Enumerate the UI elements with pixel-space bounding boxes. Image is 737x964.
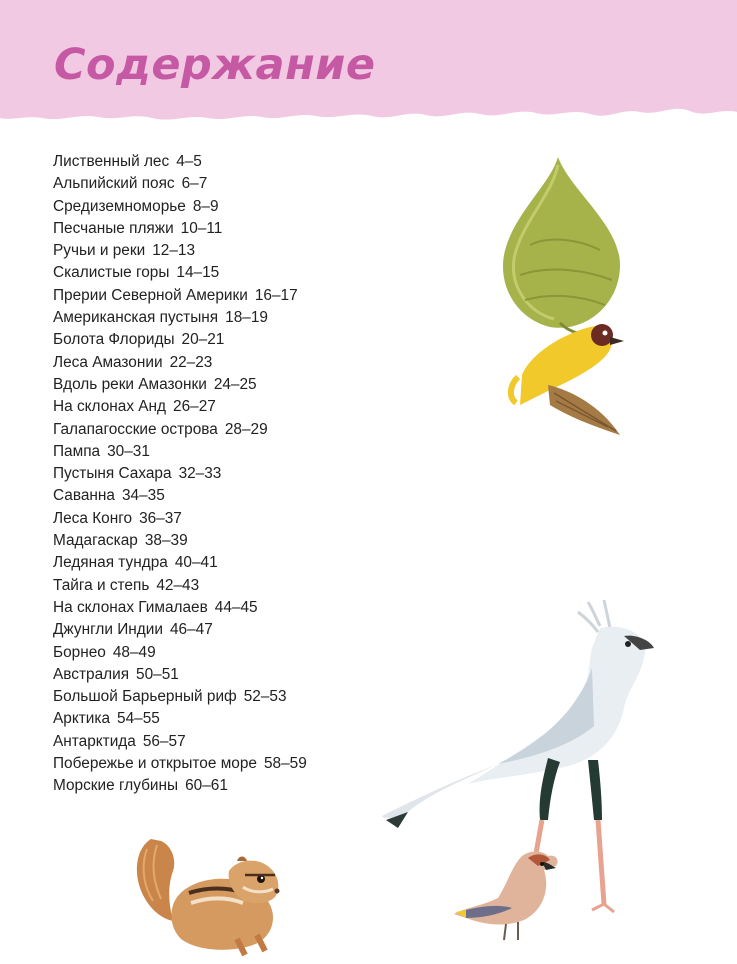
toc-entry-pages: 14–15: [176, 264, 220, 282]
toc-entry: [53, 419, 307, 441]
toc-entry-pages: 46–47: [169, 621, 213, 639]
toc-entry-title: Ледяная тундра: [53, 554, 168, 572]
toc-entry: [53, 307, 307, 329]
toc-entry: [53, 329, 307, 351]
toc-entry-title: Леса Конго: [53, 509, 133, 527]
chipmunk-illustration: [133, 835, 285, 957]
toc-entry: [53, 218, 307, 240]
toc-entry: [53, 775, 307, 797]
toc-entry: [53, 196, 307, 218]
toc-entry: [53, 173, 307, 195]
toc-entry-pages: 20–21: [181, 331, 225, 349]
toc-entry-title: Альпийский пояс: [53, 175, 175, 193]
toc-entry-pages: 24–25: [213, 375, 257, 393]
toc-entry-pages: 42–43: [156, 576, 200, 594]
toc-entry-title: На склонах Анд: [53, 398, 167, 416]
toc-entry-pages: 6–7: [181, 175, 208, 193]
toc-entry-title: Джунгли Индии: [53, 621, 163, 639]
toc-entry: [53, 552, 307, 574]
toc-entry-pages: 8–9: [192, 197, 219, 215]
toc-entry: [53, 642, 307, 664]
toc-entry-title: Ручьи и реки: [53, 242, 146, 260]
toc-entry-pages: 22–23: [169, 353, 213, 371]
toc-entry: [53, 753, 307, 775]
toc-entry: [53, 485, 307, 507]
toc-entry-pages: 16–17: [254, 286, 298, 304]
toc-entry: [53, 508, 307, 530]
toc-entry: [53, 374, 307, 396]
toc-entry-title: Американская пустыня: [53, 309, 219, 327]
toc-entry-pages: 48–49: [112, 643, 156, 661]
toc-entry-title: Лиственный лес: [53, 153, 170, 170]
toc-entry-pages: 34–35: [121, 487, 165, 505]
toc-entry-title: Вдоль реки Амазонки: [53, 375, 207, 393]
toc-entry-pages: 30–31: [107, 442, 150, 460]
toc-entry-pages: 18–19: [225, 309, 268, 327]
toc-entry-title: Австралия: [53, 665, 130, 683]
toc-entry: [53, 575, 307, 597]
toc-entry-title: Антарктида: [53, 732, 136, 750]
toc-entry-pages: 60–61: [185, 777, 228, 795]
toc-entry-title: Арктика: [53, 710, 111, 728]
toc-entry-pages: 26–27: [173, 398, 216, 416]
toc-entry-title: Борнео: [53, 643, 106, 661]
table-of-contents: [53, 151, 307, 798]
toc-entry-pages: 28–29: [224, 420, 268, 438]
toc-entry-title: Морские глубины: [53, 777, 179, 795]
toc-entry: [53, 530, 307, 552]
toc-entry-pages: 38–39: [144, 532, 188, 550]
toc-entry-title: Мадагаскар: [53, 532, 138, 550]
toc-entry: [53, 285, 307, 307]
toc-entry-pages: 36–37: [139, 509, 182, 527]
toc-entry-title: Саванна: [53, 487, 115, 505]
toc-entry: [53, 441, 307, 463]
toc-entry-title: Тайга и степь: [53, 576, 150, 594]
toc-entry: [53, 240, 307, 262]
toc-entry-pages: 54–55: [117, 710, 160, 728]
toc-entry-title: Песчаные пляжи: [53, 219, 174, 237]
toc-entry: [53, 151, 307, 173]
toc-entry-title: На склонах Гималаев: [53, 598, 208, 616]
toc-entry-title: Пустыня Сахара: [53, 465, 172, 483]
toc-entry: [53, 731, 307, 753]
toc-entry-title: Большой Барьерный риф: [53, 688, 237, 706]
toc-entry: [53, 463, 307, 485]
toc-entry-pages: 44–45: [214, 598, 258, 616]
toc-entry-title: Скалистые горы: [53, 264, 170, 282]
toc-entry: [53, 262, 307, 284]
toc-entry-title: Прерии Северной Америки: [53, 286, 248, 304]
toc-entry-title: Леса Амазонии: [53, 353, 163, 371]
toc-entry-pages: 32–33: [178, 465, 222, 483]
toc-entry: [53, 708, 307, 730]
toc-entry: [53, 664, 307, 686]
toc-entry-title: Средиземноморье: [53, 197, 186, 215]
toc-entry-pages: 40–41: [174, 554, 218, 572]
toc-entry-pages: 56–57: [142, 732, 186, 750]
toc-entry-pages: 12–13: [152, 242, 196, 260]
toc-entry-pages: 52–53: [243, 688, 287, 706]
toc-entry-title: Побережье и открытое море: [53, 755, 257, 773]
toc-entry: [53, 597, 307, 619]
toc-entry-pages: 58–59: [263, 755, 307, 773]
weaver-bird-with-nest-illustration: [490, 155, 630, 440]
toc-entry-pages: 50–51: [136, 665, 179, 683]
toc-entry-pages: 10–11: [180, 219, 223, 237]
toc-entry: [53, 396, 307, 418]
toc-entry-title: Пампа: [53, 442, 101, 460]
waxwing-bird-illustration: [452, 848, 567, 946]
toc-entry: [53, 686, 307, 708]
page-title: Содержание: [54, 40, 376, 90]
toc-entry: [53, 619, 307, 641]
toc-entry: [53, 352, 307, 374]
toc-entry-title: Болота Флориды: [53, 331, 175, 349]
toc-entry-title: Галапагосские острова: [53, 420, 218, 438]
toc-entry-pages: 4–5: [176, 153, 202, 170]
